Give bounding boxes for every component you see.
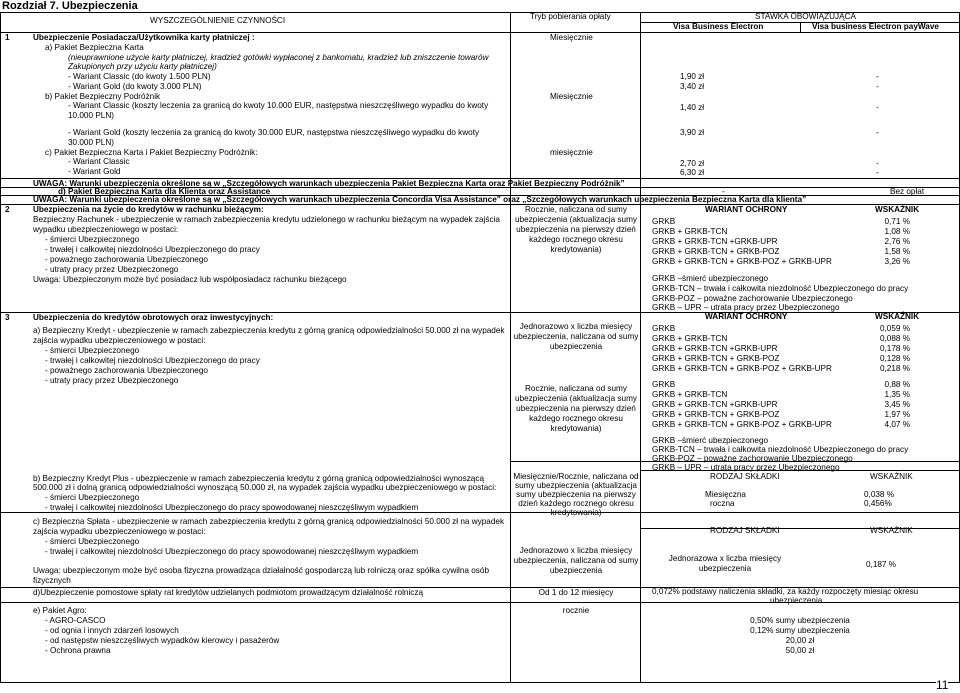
s3-a-value1-0: 0,059 % bbox=[879, 324, 910, 333]
s2-value-4: 3,26 % bbox=[884, 257, 910, 266]
s2-mode-1: ubezpieczenia (aktualizacja sumy bbox=[515, 215, 637, 224]
s3-e-item-1: - od ognia i innych zdarzeń losowych bbox=[45, 626, 179, 635]
s2-mode-3: każdego rocznego okresu bbox=[529, 235, 623, 244]
col2-border bbox=[510, 12, 511, 682]
s3-a-option1-1: GRKB + GRKB-TCN bbox=[652, 334, 728, 343]
s3-a-line3: - śmierci Ubezpieczonego bbox=[45, 346, 140, 355]
s1-a-title: a) Pakiet Bezpieczna Karta bbox=[45, 43, 144, 52]
s3-c-line6: fizycznych bbox=[33, 576, 71, 585]
s3-a-line6: - utraty pracy przez Ubezpieczonego bbox=[45, 376, 179, 385]
s3-header-index: WSKAŹNIK bbox=[875, 312, 920, 321]
s3-c-line4: - trwałej i całkowitej niezdolności Ubezpieczonego do pracy spowodowanej nieszczęśliwym wypadkiem bbox=[45, 547, 419, 556]
s2-value-0: 0,71 % bbox=[884, 217, 910, 226]
col3-border bbox=[640, 12, 641, 682]
s2-option-3: GRKB + GRKB-TCN + GRKB-POZ bbox=[652, 247, 780, 256]
s2-line2: wypadku ubezpieczeniowego w postaci: bbox=[33, 225, 179, 234]
s3-a-value1-2: 0,178 % bbox=[879, 344, 910, 353]
s3-a-mode2-1: ubezpieczenia (aktualizacja sumy bbox=[515, 394, 637, 403]
s1-a-variant2-rate1: 3,40 zł bbox=[680, 82, 705, 91]
s1-a-variant2-rate2: - bbox=[876, 82, 879, 91]
s3-e-line1: e) Pakiet Agro: bbox=[33, 606, 87, 615]
s3-a-line5: - poważnego zachorowania Ubezpieczonego bbox=[45, 366, 208, 375]
s2-line1: Bezpieczny Rachunek - ubezpieczenie w ramach zabezpieczenia kredytu udzielonego w rachunku bieżącym na wypadek zajścia bbox=[33, 215, 500, 224]
s3-c-header2: WSKAŹNIK bbox=[870, 526, 913, 535]
s1-b-variant1-rate1: 1,40 zł bbox=[680, 103, 705, 112]
s3-e-item-0: - AGRO-CASCO bbox=[45, 616, 106, 625]
s3-a-value2-1: 1,35 % bbox=[884, 390, 910, 399]
s3-a-value2-0: 0,88 % bbox=[884, 380, 910, 389]
s3-a-option1-4: GRKB + GRKB-TCN + GRKB-POZ + GRKB-UPR bbox=[652, 364, 832, 373]
s2-line6: - utraty pracy przez Ubezpieczonego bbox=[45, 265, 179, 274]
s3-a-value1-3: 0,128 % bbox=[879, 354, 910, 363]
s3-a-mode2-3: każdego rocznego okresu bbox=[529, 414, 623, 423]
s3-e-mode: rocznie bbox=[562, 606, 590, 615]
s1-c-variant2: - Wariant Gold bbox=[68, 167, 121, 176]
left-border bbox=[0, 12, 1, 682]
s3-c-mode-2: ubezpieczenia bbox=[549, 566, 603, 575]
s3-a-mode1-1: ubezpieczenia, naliczana od sumy bbox=[513, 332, 639, 341]
s2-value-3: 1,58 % bbox=[884, 247, 910, 256]
s1-d-rate1: - bbox=[722, 187, 725, 196]
s1-b-variant1-line2: 10.000 PLN) bbox=[68, 111, 114, 120]
s3-a-value2-4: 4,07 % bbox=[884, 420, 910, 429]
s3-c-line2: zajścia wypadku ubezpieczeniowego w postaci: bbox=[33, 527, 206, 536]
s3-b-row1-type: Miesięczna bbox=[705, 490, 746, 499]
header-col2: Tryb pobierania opłaty bbox=[530, 12, 611, 21]
s1-a-line1: (nieuprawnione użycie karty płatniczej, kradzież gotówki wypłaconej z bankomatu, kradzież lub zniszczenie towarów bbox=[68, 53, 489, 62]
s3-a-value2-3: 1,97 % bbox=[884, 410, 910, 419]
s2-option-1: GRKB + GRKB-TCN bbox=[652, 227, 728, 236]
s1-b-variant1-line1: - Wariant Classic (koszty leczenia za granicą do kwoty 10.000 EUR, następstwa nieszczęśliwego wypadku do kwoty bbox=[68, 101, 489, 110]
s1-b-variant2-rate2: - bbox=[876, 128, 879, 137]
s1-uwaga1: UWAGA: Warunki ubezpieczenia określone są w „Szczegółowych warunkach ubezpieczenia Pakiet Bezpieczna Karta oraz Pakiet Bezpieczny Podróżnik” bbox=[33, 179, 625, 188]
s3-b-mode-1: sumy ubezpieczenia (aktualizacja bbox=[515, 481, 637, 490]
s3-b-row2-value: 0,456% bbox=[864, 499, 892, 508]
s3-a-option1-3: GRKB + GRKB-TCN + GRKB-POZ bbox=[652, 354, 780, 363]
s3-legend-2: GRKB-POZ – poważne zachorowanie Ubezpieczonego bbox=[652, 454, 853, 463]
s1-number: 1 bbox=[5, 33, 10, 42]
s1-b-variant2-line2: 30.000 PLN) bbox=[68, 138, 114, 147]
s2-header-index: WSKAŹNIK bbox=[875, 205, 920, 214]
s1-mode2: Miesięcznie bbox=[550, 92, 593, 101]
page-number: 11 bbox=[936, 678, 949, 692]
s1-d-title: d) Pakiet Bezpieczna Karta dla Klienta oraz Assistance bbox=[58, 187, 271, 196]
s3-c-row1-type-0: Jednorazowa x liczba miesięcy bbox=[668, 554, 782, 563]
s3-a-mode1-2: ubezpieczenia bbox=[549, 342, 603, 351]
s3-e-item-2: - od następstw nieszczęśliwych wypadków kierowcy i pasażerów bbox=[45, 636, 280, 645]
s1-b-title: b) Pakiet Bezpieczny Podróżnik bbox=[45, 92, 161, 101]
s1-d-rate2: Bez opłat bbox=[890, 187, 925, 196]
s1-c-title: c) Pakiet Bezpieczna Karta i Pakiet Bezpieczny Podróżnik: bbox=[45, 148, 258, 157]
s3-e-item-3: - Ochrona prawna bbox=[45, 646, 111, 655]
s3-a-option2-4: GRKB + GRKB-TCN + GRKB-POZ + GRKB-UPR bbox=[652, 420, 832, 429]
s2-option-4: GRKB + GRKB-TCN + GRKB-POZ + GRKB-UPR bbox=[652, 257, 832, 266]
s3-b-line2: 500.000 zł i dolną granicą odpowiedzialności wynoszącą 50.000 zł, na wypadek zajścia wypadku ubezpieczeniowego w postaci: bbox=[33, 483, 497, 492]
s3-e-value-1: 0,12% sumy ubezpieczenia bbox=[750, 626, 850, 635]
s3-a-value2-2: 3,45 % bbox=[884, 400, 910, 409]
s1-c-variant1-rate2: - bbox=[876, 159, 879, 168]
s3-b-mode-3: dzień każdego rocznego okresu bbox=[518, 499, 634, 508]
subheader-divider bbox=[800, 22, 801, 32]
s3-c-mode-0: Jednorazowo x liczba miesięcy bbox=[519, 546, 633, 555]
s3-a-line1: a) Bezpieczny Kredyt - ubezpieczenie w ramach zabezpieczenia kredytu z górną granicą odpowiedzialności 50.000 zł na wypadek bbox=[33, 326, 505, 335]
s3-c-row1-value: 0,187 % bbox=[866, 560, 897, 569]
s3-e-value-2: 20,00 zł bbox=[785, 636, 815, 645]
s2-legend-2: GRKB-POZ – poważne zachorowanie Ubezpieczonego bbox=[652, 294, 853, 303]
s3-e-value-3: 50,00 zł bbox=[785, 646, 815, 655]
s3-legend-3: GRKB – UPR – utrata pracy przez Ubezpieczonego bbox=[652, 463, 840, 472]
s3-b-mode-4: kredytowania) bbox=[550, 508, 602, 517]
header-sub1: Visa Business Electron bbox=[673, 22, 764, 31]
s3-a-value1-1: 0,088 % bbox=[879, 334, 910, 343]
s1-a-variant1-rate1: 1,90 zł bbox=[680, 72, 705, 81]
s2-legend-0: GRKB –śmierć ubezpieczonego bbox=[652, 274, 769, 283]
s3-c-line1: c) Bezpieczna Spłata - ubezpieczenie w ramach zabezpieczenia kredytu z górną granicą odpowiedzialności 50.000 zł na wypadek bbox=[33, 517, 505, 526]
s1-mode1: Miesięcznie bbox=[550, 33, 593, 42]
s1-c-variant1: - Wariant Classic bbox=[68, 157, 130, 166]
s2-line7: Uwaga: Ubezpieczonym może być posiadacz lub współposiadacz rachunku bieżącego bbox=[33, 275, 347, 284]
s1-c-variant1-rate1: 2,70 zł bbox=[680, 159, 705, 168]
s3-c-line5: Uwaga: ubezpieczonym może być osoba fizyczna prowadząca działalność gospodarczą lub rolniczą oraz spółka cywilna osób bbox=[33, 566, 490, 575]
s3-d-line1: d)Ubezpieczenie pomostowe spłaty rat kredytów udzielanych podmiotom prowadzącym działalność rolniczą bbox=[33, 588, 424, 597]
s2-mode-0: Rocznie, naliczana od sumy bbox=[525, 205, 627, 214]
s2-mode-2: ubezpieczenia na pierwszy dzień bbox=[516, 225, 636, 234]
s3-b-header1: RODZAJ SKŁADKI bbox=[710, 472, 780, 481]
s3-legend-1: GRKB-TCN – trwała i całkowita niezdolność Ubezpieczonego do pracy bbox=[652, 445, 909, 454]
s3-e-value-0: 0,50% sumy ubezpieczenia bbox=[750, 616, 850, 625]
s1-c-variant2-rate1: 6,30 zł bbox=[680, 168, 705, 177]
s3-number: 3 bbox=[5, 313, 10, 322]
s3-a-option2-0: GRKB bbox=[652, 380, 676, 389]
s3-b-line4: - trwałej i całkowitej niezdolności Ubezpieczonego do pracy spowodowanej nieszczęśliwym wypadkiem bbox=[45, 503, 419, 512]
s3-a-line4: - trwałej i całkowitej niezdolności Ubezpieczonego do pracy bbox=[45, 356, 260, 365]
s3-a-line2: zajścia wypadku ubezpieczeniowego w postaci: bbox=[33, 336, 206, 345]
s2-legend-1: GRKB-TCN – trwała i całkowita niezdolność Ubezpieczonego do pracy bbox=[652, 284, 909, 293]
s3-a-option2-2: GRKB + GRKB-TCN +GRKB-UPR bbox=[652, 400, 778, 409]
s2-value-2: 2,76 % bbox=[884, 237, 910, 246]
s3-b-mode-2: sumy ubezpieczenia na pierwszy bbox=[516, 490, 636, 499]
s3-b-line1: b) Bezpieczny Kredyt Plus - ubezpieczenie w ramach zabezpieczenia kredytu z górną granicą odpowiedzialności wynoszącą bbox=[33, 474, 485, 483]
s1-a-variant1: - Wariant Classic (do kwoty 1.500 PLN) bbox=[68, 72, 211, 81]
s3-c-header1: RODZAJ SKŁADKI bbox=[710, 526, 780, 535]
table-bottom-border bbox=[0, 682, 960, 683]
s2-value-1: 1,08 % bbox=[884, 227, 910, 236]
s3-d-rate-line2: ubezpieczenia bbox=[770, 596, 823, 605]
s3-a-option1-0: GRKB bbox=[652, 324, 676, 333]
s3-a-mode2-4: kredytowania) bbox=[550, 424, 602, 433]
s3-a-value1-4: 0,218 % bbox=[879, 364, 910, 373]
page-title: Rozdział 7. Ubezpieczenia bbox=[2, 0, 138, 12]
header-col3: STAWKA OBOWIĄZUJĄCA bbox=[755, 12, 856, 21]
s1-b-variant1-rate2: - bbox=[876, 103, 879, 112]
s3-c-mode-1: ubezpieczenia, naliczana od sumy bbox=[513, 556, 639, 565]
s1-a-variant2: - Wariant Gold (do kwoty 3.000 PLN) bbox=[68, 82, 202, 91]
s3-d-rate-line1: 0,072% podstawy naliczenia składki, za każdy rozpoczęty miesiąc okresu bbox=[652, 587, 919, 596]
s3-b-line3: - śmierci Ubezpieczonego bbox=[45, 493, 140, 502]
s3-a-mode2-2: ubezpieczenia na pierwszy dzień bbox=[516, 404, 636, 413]
s1-b-variant2-rate1: 3,90 zł bbox=[680, 128, 705, 137]
s2-legend-3: GRKB – UPR – utrata pracy przez Ubezpieczonego bbox=[652, 303, 840, 312]
s3-c-line3: - śmierci Ubezpieczonego bbox=[45, 537, 140, 546]
s2-option-0: GRKB bbox=[652, 217, 676, 226]
s1-a-line2: Zakupionych przy użyciu karty płatniczej) bbox=[68, 62, 217, 71]
s1-uwaga2: UWAGA: Warunki ubezpieczenia określone są w „Szczegółowych warunkach ubezpieczenia Concordia Visa Assistance” oraz „Szczegółowych warunkach ubezpieczenia Bezpieczna Karta dla klienta” bbox=[33, 195, 807, 204]
header-sub2: Visa business Electron payWave bbox=[812, 22, 939, 31]
s2-mode-4: kredytowania) bbox=[550, 245, 602, 254]
s3-d-mode: Od 1 do 12 miesięcy bbox=[538, 588, 614, 597]
s2-title: Ubezpieczenia na życie do kredytów w rachunku bieżącym: bbox=[33, 205, 264, 214]
s3-a-option2-3: GRKB + GRKB-TCN + GRKB-POZ bbox=[652, 410, 780, 419]
s2-line3: - śmierci Ubezpieczonego bbox=[45, 235, 140, 244]
s2-line4: - trwałej i całkowitej niezdolności Ubezpieczonego do pracy bbox=[45, 245, 260, 254]
s1-b-variant2-line1: - Wariant Gold (koszty leczenia za granicą do kwoty 30.000 EUR, następstwa nieszczęśliwego wypadku do kwoty bbox=[68, 128, 480, 137]
s1-mode3: miesięcznie bbox=[550, 148, 593, 157]
s1-title: Ubezpieczenie Posiadacza/Użytkownika karty płatniczej : bbox=[33, 33, 255, 42]
s3-c-row1-type-1: ubezpieczenia bbox=[698, 564, 752, 573]
s3-a-option2-1: GRKB + GRKB-TCN bbox=[652, 390, 728, 399]
s2-header-option: WARIANT OCHRONY bbox=[705, 205, 788, 214]
s3-b-row1-value: 0,038 % bbox=[864, 490, 895, 499]
s2-option-2: GRKB + GRKB-TCN +GRKB-UPR bbox=[652, 237, 778, 246]
s3-a-mode1-0: Jednorazowo x liczba miesięcy bbox=[519, 322, 633, 331]
s3-b-mode-0: Miesięcznie/Rocznie, naliczana od bbox=[513, 472, 639, 481]
s1-c-variant2-rate2: - bbox=[876, 168, 879, 177]
s3-a-mode2-0: Rocznie, naliczana od sumy bbox=[525, 384, 627, 393]
s1-a-variant1-rate2: - bbox=[876, 72, 879, 81]
s3-title: Ubezpieczenia do kredytów obrotowych oraz inwestycyjnych: bbox=[33, 313, 274, 322]
s3-b-header2: WSKAŹNIK bbox=[870, 472, 913, 481]
s3-b-row2-type: roczna bbox=[710, 499, 735, 508]
header-col1: WYSZCZEGÓLNIENIE CZYNNOŚCI bbox=[150, 16, 286, 25]
s3-header-option: WARIANT OCHRONY bbox=[705, 312, 788, 321]
s2-line5: - poważnego zachorowania Ubezpieczonego bbox=[45, 255, 208, 264]
s3-legend-0: GRKB –śmierć ubezpieczonego bbox=[652, 436, 769, 445]
s2-number: 2 bbox=[5, 205, 10, 214]
s3-a-option1-2: GRKB + GRKB-TCN +GRKB-UPR bbox=[652, 344, 778, 353]
